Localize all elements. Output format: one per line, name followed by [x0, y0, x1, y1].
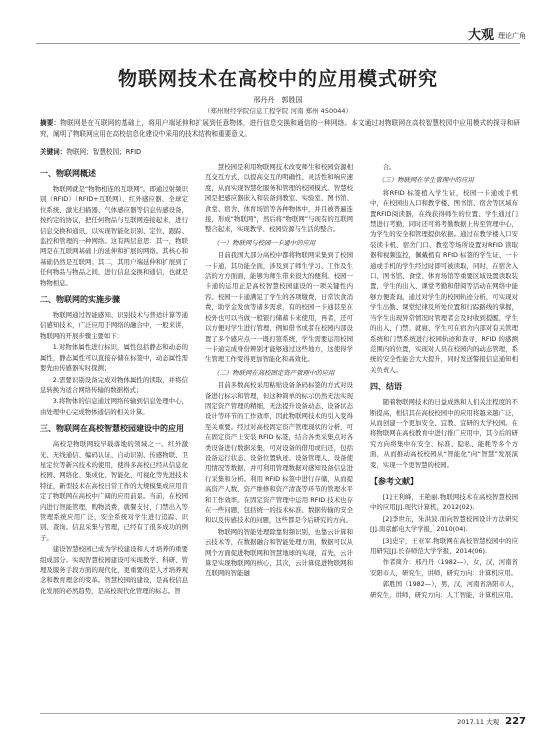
section-heading: 二、物联网的实施步骤	[40, 295, 120, 305]
section-heading: 四、结语	[370, 382, 402, 392]
paragraph: 作者简介：邢丹丹（1982—），女，汉，河南省安阳市人，研究生，讲师，研究方向：计算机应用。	[370, 558, 518, 577]
keywords-text: 物联网；智慧校园；RFID	[66, 148, 142, 156]
paragraph: 2.需要识别设备完成对物体属性的读取，并将信息转换为适合网络传输的数据格式；	[40, 375, 188, 394]
subsection-heading: （一）物联网与校园一卡通中的应用	[213, 238, 316, 247]
paragraph: 目前多数高校采用粘贴设备条码标签的方式对设备进行标示和管理，但这种简单的标示仍然无法实现固定资产管理的精细，无法提升设备动态、设备状态设计等环节的工作效率，因此物联网技术的引入变得至关重要。经过对高校固定资产管理现状的分析，可在固定资产上安装 RFID 标签，结合各类采集点对各类设备进行数据采集，可对设备的借用或归还，包括设备运行状态、设备位置轨迹、设备管理人、设备使用情况等数据，并可利用管理数据对感知设备信息进行采集和分析。利用 RFID 标签中进行存储，从而提高资产人数、资产维修和资产清查等环节的管理水平和工作效率。在固定资产管理中运用 RFID 技术也存在一些问题，包括统一的技术标准、数据传输的安全和以及传感技术的问题，这些都是今后研究的方向。	[205, 381, 353, 525]
keywords	[40, 146, 520, 156]
subsection-heading: （三）物联网在学生管理中的应用	[378, 176, 474, 185]
footer-divider	[40, 713, 520, 714]
page-number: 227	[505, 716, 526, 727]
paragraph: 高校是物联网较早载落地的领域之一。红外激光、无线通信、编码认证、自动识别、传感物联、卫星定位等新兴技术的使用，使得多高校已经从信息化校园、网络化、集成化、智能化、可视化等先进技术特征，新型技术在高校日常工作的大规模集成应用肯定了物联网在高校中广阔的应用前景。当前，在校园内进行智能管理，购物消费，就餐支付，门禁出入等管理系统应用广泛，安全系统对学生进行追踪、识别、查询。信息采集与管理，已经有了很多成功的例子。	[40, 440, 188, 542]
paragraph: 郭胜国（1982—），男，汉，河南省洛阳市人，研究生，讲师，研究方向：人工智能，计算机应用。	[370, 580, 518, 599]
footer-issue: 2017.11 大观	[457, 718, 500, 726]
page-footer	[457, 716, 526, 727]
journal-brand: 大观	[467, 28, 494, 43]
keywords-label: 关键词：	[40, 148, 67, 156]
abstract	[40, 118, 520, 140]
paragraph: [1]王利峰，王艳丽.物联网技术在高校智慧校园中的应用[J].现代计算机，2012(02).	[370, 492, 518, 512]
article-affiliation: （郑州财经学院信息工程学院 河南 郑州 450044）	[203, 107, 352, 115]
header-divider	[36, 43, 520, 44]
body-column-3	[370, 162, 518, 710]
body-column-2	[205, 162, 353, 710]
paragraph: 物联网就是“物物相连的互联网”。即通过射频识别（RFID）（RFID+互联网）、红外感应器、全球定位系统、激光扫描器、气体感应器等信息传感设备，按约定的协议，把任何物品与互联网连接起来，进行信息交换和通讯，以实现智能化识别、定位、跟踪、监控和管理的一种网络。这有两层意思：其一，物联网是在互联网基础上的延伸和扩展的网络。其核心和基础仍然是互联网；其二，其用户端延伸和扩展到了任何物品与物品之间，进行信息交换和通信，也就是物物相息。	[40, 185, 188, 287]
paragraph: [2]李世东，朱洪波.面向智慧校园设计方法研究[J].南京邮电大学学报，2010(04).	[370, 514, 518, 534]
paragraph: 建设智慧校园已成为学校建设和人才培养的重要组成部分。实现智慧校园建设可实现教学、科研、管理及服务手段方面的现代化，更重要的是人才培养观念和教育理念的变革。智慧校园的建设，是高校信息化发展的必然趋势，是高校现代化管理的标志。智	[40, 545, 188, 595]
abstract-text: 物联网是在互联网的基础上，将用户端延伸和扩展到任意物体，进行信息交换和通信的一种网络。本文通过对物联网在高校智慧校园中应用模式的探寻和研究，阐明了物联网应用在高校信息化建设中采用的技术结构和重要意义。	[40, 119, 521, 138]
journal-section: 理论广角	[498, 32, 526, 40]
body-column-1	[40, 162, 188, 710]
paragraph: [3]史宇，王亚军.物联网在高校智慧校园中的应用研究[J].长春师范大学学报，2014(06).	[370, 536, 518, 555]
section-heading: 三、物联网在高校智慧校园建设中的应用	[40, 424, 184, 434]
paragraph: 慧校园是利用物联网技术改变师生和校园资源相互交互方式，以提高交互的明确性、灵活性和响应速度，从而实现智慧化服务和管理的校园模式。智慧校园是把感应器嵌入和装备到教室、实验室、图书馆、食堂、宿舍、体育场馆等各种物体中，并且被普遍连接，形成“物联网”，然后将“物联网”与现有的互联网整合起来，实现教学、校园资源与生活的整合。	[205, 163, 353, 234]
paragraph: 目前我国大部分高校中都将物联网采集到了校园一卡通，其功能全面，涉及到了师生学习、工作及生活的方方面面，能够为师生带来很大的便利。校园一卡通的运用正是高校智慧校园建设的一项关键性内容。校园一卡通满足了学生的各项缴费，日常饮食消费，助学金发放等诸多需求，有的校园一卡通甚至在校外也可以当做一般银行储蓄卡来使用，再者，还可以方便对学生进行管理，例如借书或者在校园内部设置了多个感应点一一既打签系统，学生需要运用校园一卡通完成身份辨别才能够通过这些地方，这使得学生管理工作变得更加智能化和高效化。	[205, 251, 353, 364]
article-authors: 邢丹丹 郭胜国	[253, 96, 303, 104]
paragraph: 随着物联网技术的日益成熟和人们关注程度的不断提高，相信其在高校校园中的应用将越来越广泛，从而创建一个更加安全、宜教、宜研的大学校园。在将物联网在高校教育中进行推广应用中，其今后的研究方向将集中在安全、标准、隐私、能耗等多个方面，从而推动高校校园从“智能化”向“智慧”发展演变，实现一个更智慧的校园。	[370, 398, 518, 469]
paragraph: 1.对物体属性进行标识，属性包括静态和动态的属性，静态属性可以直接存储在标签中，动态属性需要先由传感器实时探测；	[40, 343, 188, 373]
paragraph: 合。	[382, 163, 396, 171]
article-title: 物联网技术在高校中的应用模式研究	[117, 68, 438, 90]
paragraph: 将RFID 标签植入学生证，校园一卡通或手机中，在校园出入口和教学楼、图书馆、宿舍等区域布置RFID阅读器，在线获得师生的位置、学生通过门禁进行考勤，同时还可将考勤数据上传至管理中心，为学生的安全和管理提供依据。通过在教学楼入口安装读卡机、宿舍门口、教室等场所设置对RFID 读取器和视频监控，佩戴植有 RFID 标签的学生证、一卡通或手机的学生经过时即可被读取，同时，在宿舍入口、图书馆、食堂、体育场馆等重要区域设置读取装置，学生的出入、课堂考勤和借阅等活动在网络中能够方便查询。通过对学生的校园轨迹分析，可实现对学生出勤、课堂纪律及所处位置和行踪路线的掌握，当学生出现异常情况时管理者会及时收到提醒，学生的出入、门禁、就寝、学生可在宿舍内部对有关管理系统和门禁系统进行校园轨迹和查寻，RFID 的感测范围内的位置，实现对人员在校园内的动态管理，系统的安全性能会大大提升，同时发送警报信息通知相关负责人。	[370, 188, 518, 374]
section-heading: 一、物联网概述	[40, 169, 96, 178]
subsection-heading: （二）物联网在高校固定资产管理中的应用	[213, 368, 335, 377]
paragraph: 物联网通过智能感知、识别技术与普适计算等通信感知技术，广泛应用于网络的融合中，一般来讲，物联网的开展步骤主要如下：	[40, 311, 188, 340]
abstract-label: 摘要：	[40, 119, 61, 127]
paragraph: 物联网的智能处理除靠射频识别，也靠云计算和云技术等，在数据融合和智能处理方面，数据可以从网个方面促进物联网和智慧地球的实现，首先，云计算是实现物联网的核心，其次，云计算促进物联网和互联网的智能融	[205, 527, 353, 578]
journal-header	[468, 24, 526, 43]
references-heading: 【参考文献】	[370, 476, 418, 486]
paragraph: 3.将物体的信息通过网络传输到信息处理中心，由处理中心完成物体通信的相关计算。	[40, 397, 188, 416]
